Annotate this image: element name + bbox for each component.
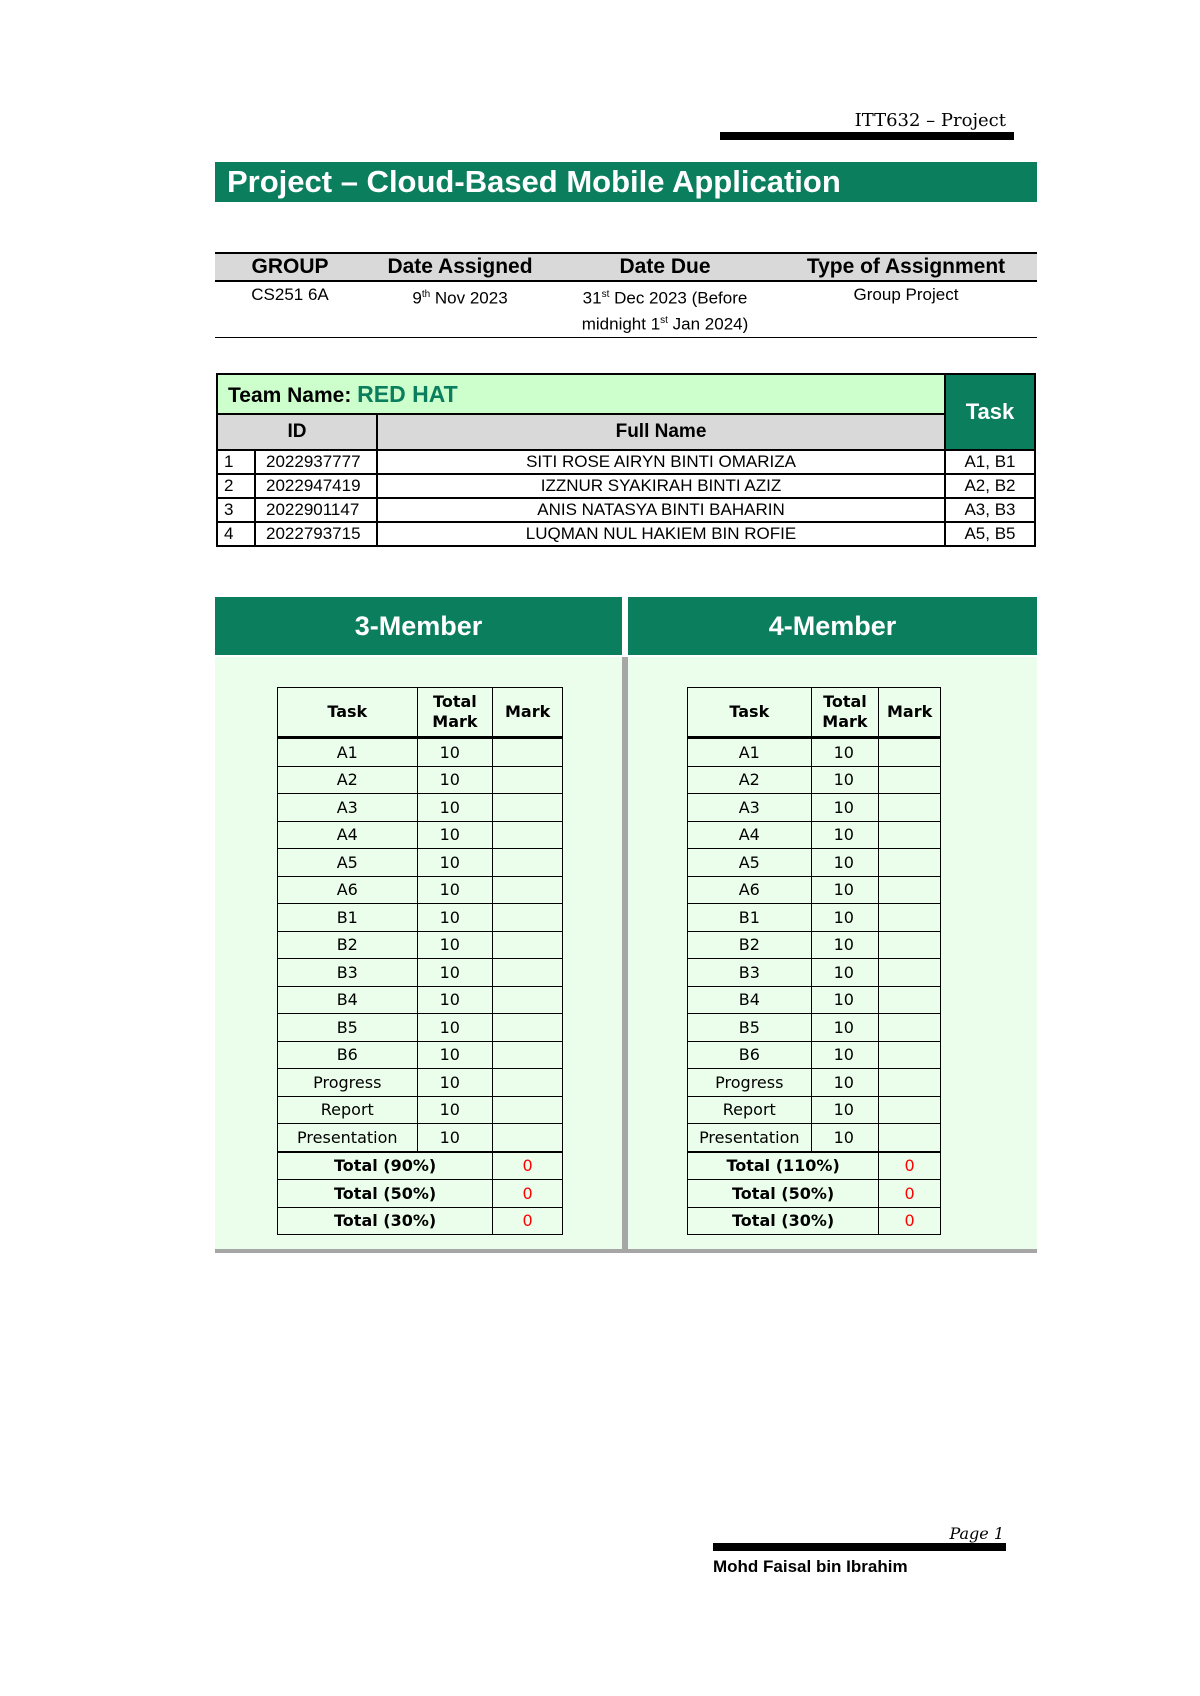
mark-row [278, 1014, 563, 1042]
total-mark-cell: 10 [811, 738, 879, 767]
member-task: A3, B3 [945, 498, 1035, 522]
mark-row [278, 876, 563, 904]
task-header: Task [945, 374, 1035, 450]
three-member-heading: 3-Member [215, 597, 622, 655]
mark-row [688, 1041, 941, 1069]
mark-row [278, 1041, 563, 1069]
mark-row [278, 794, 563, 822]
total-mark-cell: 10 [417, 959, 493, 987]
total-mark-cell: 10 [811, 876, 879, 904]
task-cell: B1 [688, 904, 812, 932]
total-row [688, 1207, 941, 1235]
member-name: SITI ROSE AIRYN BINTI OMARIZA [377, 450, 945, 474]
total-mark-cell: 10 [811, 766, 879, 794]
total-mark-column-header: Total Mark [417, 688, 493, 738]
task-cell: B4 [278, 986, 418, 1014]
mark-row [688, 738, 941, 767]
member-number: 2 [217, 474, 255, 498]
task-cell: A5 [688, 849, 812, 877]
total-mark-cell: 10 [417, 849, 493, 877]
total-mark-cell: 10 [417, 986, 493, 1014]
total-row [688, 1152, 941, 1180]
mark-row [688, 766, 941, 794]
mark-cell[interactable] [879, 1124, 941, 1152]
mark-row [278, 738, 563, 767]
mark-cell[interactable] [879, 876, 941, 904]
mark-row [688, 876, 941, 904]
team-row [217, 450, 1035, 474]
task-cell: A6 [278, 876, 418, 904]
total-mark-cell: 10 [811, 959, 879, 987]
task-cell: A1 [688, 738, 812, 767]
total-mark-cell: 10 [811, 794, 879, 822]
member-number: 1 [217, 450, 255, 474]
total-mark-cell: 10 [417, 766, 493, 794]
member-id: 2022947419 [255, 474, 377, 498]
mark-row [688, 849, 941, 877]
team-name-cell [217, 374, 945, 414]
mark-cell[interactable] [493, 821, 563, 849]
task-cell: Presentation [278, 1124, 418, 1152]
date-assigned-value [365, 281, 555, 338]
total-mark-cell: 10 [417, 738, 493, 767]
total-mark-cell: 10 [417, 794, 493, 822]
mark-cell[interactable] [493, 738, 563, 767]
date-assigned-suffix: th [421, 289, 431, 300]
member-task: A2, B2 [945, 474, 1035, 498]
task-cell: A5 [278, 849, 418, 877]
mark-cell[interactable] [493, 959, 563, 987]
mark-cell[interactable] [493, 766, 563, 794]
mark-row [278, 766, 563, 794]
mark-cell[interactable] [493, 1041, 563, 1069]
mark-row [278, 959, 563, 987]
task-cell: B5 [688, 1014, 812, 1042]
task-cell: B2 [688, 931, 812, 959]
task-cell: A4 [278, 821, 418, 849]
task-cell: A3 [688, 794, 812, 822]
mark-cell[interactable] [879, 794, 941, 822]
mark-cell[interactable] [879, 1069, 941, 1097]
total-label: Total (30%) [688, 1207, 879, 1235]
total-mark-cell: 10 [811, 1096, 879, 1124]
team-table [216, 373, 1036, 547]
total-value: 0 [493, 1152, 563, 1180]
task-cell: B4 [688, 986, 812, 1014]
total-row [278, 1152, 563, 1180]
mark-row [688, 1069, 941, 1097]
team-row [217, 522, 1035, 546]
date-due-value [555, 281, 775, 338]
total-value: 0 [879, 1207, 941, 1235]
header-rule [720, 132, 1014, 140]
member-number: 3 [217, 498, 255, 522]
team-name-value: RED HAT [357, 380, 458, 407]
total-label: Total (50%) [278, 1180, 493, 1208]
four-member-heading: 4-Member [628, 597, 1037, 655]
mark-column-header: Mark [879, 688, 941, 738]
mark-cell[interactable] [879, 766, 941, 794]
task-column-header: Task [688, 688, 812, 738]
total-value: 0 [879, 1152, 941, 1180]
task-cell: A6 [688, 876, 812, 904]
mark-row [688, 1124, 941, 1152]
mark-cell[interactable] [493, 849, 563, 877]
task-cell: A2 [688, 766, 812, 794]
member-task: A1, B1 [945, 450, 1035, 474]
task-cell: B6 [278, 1041, 418, 1069]
task-cell: B6 [688, 1041, 812, 1069]
task-cell: Progress [688, 1069, 812, 1097]
member-number: 4 [217, 522, 255, 546]
mark-row [688, 1096, 941, 1124]
total-mark-cell: 10 [811, 1069, 879, 1097]
total-mark-cell: 10 [811, 1124, 879, 1152]
mark-row [688, 904, 941, 932]
mark-column-header: Mark [493, 688, 563, 738]
id-header: ID [217, 414, 377, 450]
total-mark-cell: 10 [417, 1041, 493, 1069]
group-header: GROUP [215, 253, 365, 281]
mark-row [278, 931, 563, 959]
total-row [688, 1180, 941, 1208]
member-name: LUQMAN NUL HAKIEM BIN ROFIE [377, 522, 945, 546]
type-value: Group Project [775, 281, 1037, 338]
member-task: A5, B5 [945, 522, 1035, 546]
task-cell: Presentation [688, 1124, 812, 1152]
total-mark-cell: 10 [417, 904, 493, 932]
mark-cell[interactable] [879, 959, 941, 987]
group-value: CS251 6A [215, 281, 365, 338]
footer-rule [713, 1543, 1006, 1551]
total-mark-cell: 10 [811, 1014, 879, 1042]
date-due-line2-rest: Jan 2024) [667, 314, 749, 334]
total-value: 0 [493, 1207, 563, 1235]
mark-cell[interactable] [493, 904, 563, 932]
total-label: Total (30%) [278, 1207, 493, 1235]
mark-cell[interactable] [879, 821, 941, 849]
member-id: 2022937777 [255, 450, 377, 474]
fullname-header: Full Name [377, 414, 945, 450]
mark-row [278, 1096, 563, 1124]
assignment-info-table [215, 252, 1037, 338]
date-assigned-header: Date Assigned [365, 253, 555, 281]
type-header: Type of Assignment [775, 253, 1037, 281]
mark-cell[interactable] [493, 1124, 563, 1152]
team-row [217, 474, 1035, 498]
task-cell: B1 [278, 904, 418, 932]
task-cell: B2 [278, 931, 418, 959]
mark-row [278, 904, 563, 932]
total-mark-cell: 10 [811, 904, 879, 932]
total-label: Total (50%) [688, 1180, 879, 1208]
total-label: Total (110%) [688, 1152, 879, 1180]
team-name-label: Team Name: [228, 383, 352, 407]
total-label: Total (90%) [278, 1152, 493, 1180]
task-column-header: Task [278, 688, 418, 738]
total-mark-cell: 10 [811, 931, 879, 959]
page-title: Project – Cloud-Based Mobile Application [215, 162, 1037, 202]
member-name: ANIS NATASYA BINTI BAHARIN [377, 498, 945, 522]
page-number: Page 1 [949, 1524, 1004, 1543]
total-mark-cell: 10 [417, 931, 493, 959]
team-row [217, 498, 1035, 522]
member-name: IZZNUR SYAKIRAH BINTI AZIZ [377, 474, 945, 498]
task-cell: B3 [688, 959, 812, 987]
mark-row [688, 794, 941, 822]
task-cell: B3 [278, 959, 418, 987]
date-assigned-rest: Nov 2023 [430, 288, 508, 308]
total-value: 0 [879, 1180, 941, 1208]
total-mark-cell: 10 [811, 986, 879, 1014]
total-mark-cell: 10 [417, 876, 493, 904]
mark-cell[interactable] [879, 1096, 941, 1124]
member-id: 2022901147 [255, 498, 377, 522]
total-mark-cell: 10 [417, 1014, 493, 1042]
course-code: ITT632 – Project [854, 110, 1006, 131]
total-mark-cell: 10 [417, 821, 493, 849]
task-cell: A1 [278, 738, 418, 767]
task-cell: A4 [688, 821, 812, 849]
author-name: Mohd Faisal bin Ibrahim [713, 1557, 908, 1576]
total-mark-cell: 10 [417, 1096, 493, 1124]
total-mark-column-header: Total Mark [811, 688, 879, 738]
mark-row [688, 821, 941, 849]
member-id: 2022793715 [255, 522, 377, 546]
date-due-header: Date Due [555, 253, 775, 281]
total-mark-cell: 10 [811, 821, 879, 849]
mark-row [688, 959, 941, 987]
total-row [278, 1207, 563, 1235]
mark-row [278, 849, 563, 877]
panel-bottom-rule [215, 1249, 1037, 1253]
mark-cell[interactable] [879, 986, 941, 1014]
task-cell: A2 [278, 766, 418, 794]
four-member-mark-table [687, 687, 941, 1235]
total-mark-cell: 10 [417, 1069, 493, 1097]
mark-cell[interactable] [493, 1014, 563, 1042]
mark-row [688, 931, 941, 959]
mark-cell[interactable] [493, 931, 563, 959]
mark-cell[interactable] [493, 986, 563, 1014]
date-due-line2-pre: midnight 1 [581, 314, 661, 334]
mark-row [278, 1124, 563, 1152]
three-member-mark-table [277, 687, 563, 1235]
date-assigned-day: 9 [412, 288, 422, 308]
mark-row [688, 1014, 941, 1042]
date-due-suffix: st [601, 289, 610, 300]
task-cell: Report [688, 1096, 812, 1124]
mark-cell[interactable] [493, 1096, 563, 1124]
mark-cell[interactable] [879, 1041, 941, 1069]
mark-row [278, 1069, 563, 1097]
date-due-day: 31 [582, 288, 602, 308]
date-due-line2-suffix: st [660, 314, 668, 326]
date-due-rest: Dec 2023 (Before [609, 288, 748, 308]
mark-row [688, 986, 941, 1014]
mark-cell[interactable] [879, 738, 941, 767]
mark-cell[interactable] [879, 931, 941, 959]
total-row [278, 1180, 563, 1208]
total-mark-cell: 10 [417, 1124, 493, 1152]
task-cell: Progress [278, 1069, 418, 1097]
mark-row [278, 821, 563, 849]
mark-cell[interactable] [879, 1014, 941, 1042]
total-mark-cell: 10 [811, 1041, 879, 1069]
total-mark-cell: 10 [811, 849, 879, 877]
task-cell: Report [278, 1096, 418, 1124]
mark-row [278, 986, 563, 1014]
mark-cell[interactable] [493, 794, 563, 822]
task-cell: A3 [278, 794, 418, 822]
mark-cell[interactable] [493, 1069, 563, 1097]
mark-cell[interactable] [493, 876, 563, 904]
mark-cell[interactable] [879, 849, 941, 877]
task-cell: B5 [278, 1014, 418, 1042]
total-value: 0 [493, 1180, 563, 1208]
mark-cell[interactable] [879, 904, 941, 932]
